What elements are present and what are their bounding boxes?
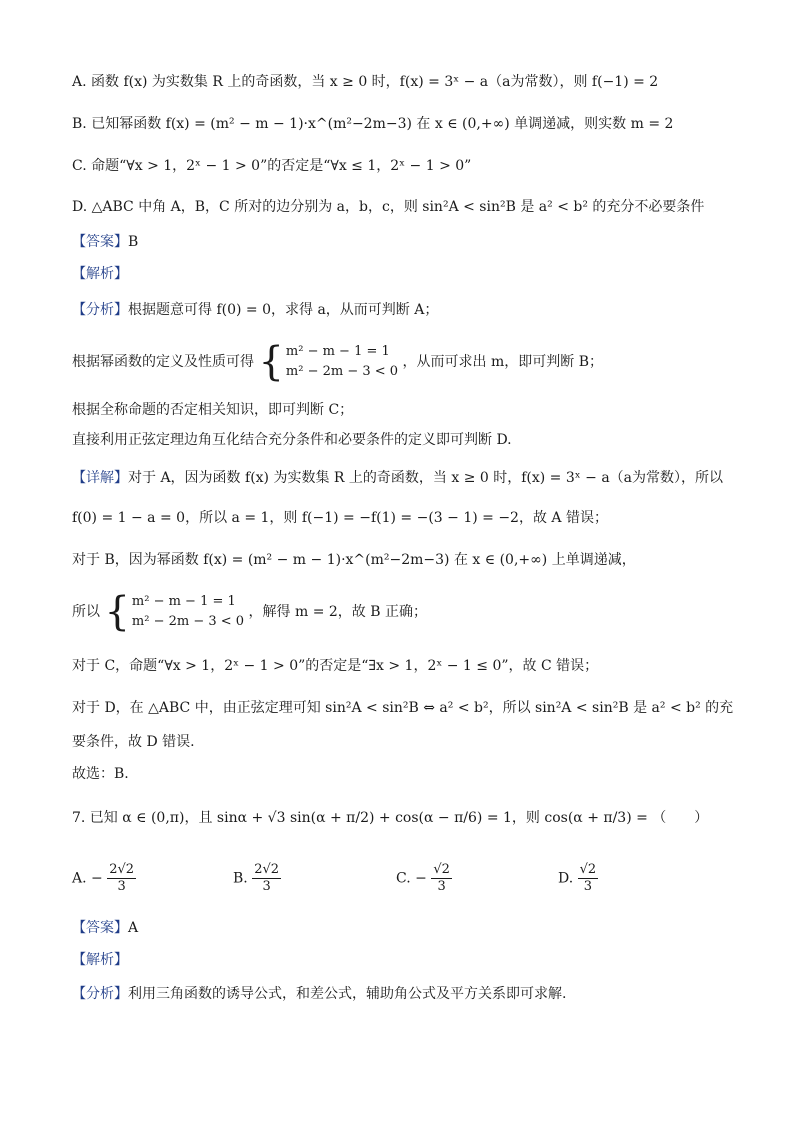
fenxi-2-post: ，从而可求出 m，即可判断 B； (402, 354, 603, 370)
fraction-denominator: 3 (437, 879, 446, 894)
q7-option-b (233, 862, 281, 895)
fenxi-2-pre: 根据幂函数的定义及性质可得 (72, 354, 254, 370)
q6-fenxi-line-3: 根据全称命题的否定相关知识，即可判断 C； (72, 402, 354, 418)
q6-xiangjie-line-7: 要条件，故 D 错误. (72, 734, 195, 750)
q6-answer-line (72, 232, 722, 252)
option-fraction (578, 862, 599, 895)
jiexi-tag: 【解析】 (72, 266, 128, 282)
fraction-numerator: 2√2 (109, 862, 135, 877)
answer-tag: 【答案】 (72, 920, 128, 936)
fenxi-tag: 【分析】 (72, 302, 128, 318)
brace-symbol: { (258, 339, 284, 385)
system-row-1: m² − m − 1 = 1 (131, 594, 236, 609)
q6-conclusion: 故选：B. (72, 766, 129, 782)
xiangjie-tag: 【详解】 (72, 470, 128, 486)
fraction-denominator: 3 (583, 879, 593, 894)
fenxi-text-1: 根据题意可得 f(0) = 0，求得 a，从而可判断 A； (128, 302, 439, 318)
jiexi-tag: 【解析】 (72, 952, 128, 968)
q6-option-c: C. 命题“∀x > 1，2ˣ − 1 > 0”的否定是“∀x ≤ 1，2ˣ − 1 > 0” (72, 158, 472, 174)
option-label: C. (396, 870, 411, 887)
q7-answer-line (72, 918, 722, 938)
q7-option-c (396, 862, 452, 895)
system-row-2: m² − 2m − 3 < 0 (131, 614, 245, 629)
q6-option-d: D. △ABC 中角 A，B，C 所对的边分别为 a，b，c，则 sin²A < sin²B 是 a² < b² 的充分不必要条件 (72, 199, 705, 215)
q6-xiangjie-line-5: 对于 C，命题“∀x > 1，2ˣ − 1 > 0”的否定是“∃x > 1，2ˣ − 1 ≤ 0”，故 C 错误； (72, 658, 599, 674)
q6-xiangjie-line-2: f(0) = 1 − a = 0，所以 a = 1，则 f(−1) = −f(1) = −(3 − 1) = −2，故 A 错误； (72, 510, 608, 526)
fraction-numerator: 2√2 (254, 862, 280, 877)
q6-xiangjie-line-3: 对于 B，因为幂函数 f(x) = (m² − m − 1)·x^(m²−2m−3) 在 x ∈ (0,+∞) 上单调递减， (72, 552, 636, 568)
system-row-2: m² − 2m − 3 < 0 (285, 364, 399, 379)
q7-fenxi-line (72, 984, 722, 1004)
answer-value: A (128, 920, 139, 936)
q7-option-d (558, 862, 598, 895)
xiangjie-text-1: 对于 A，因为函数 f(x) 为实数集 R 上的奇函数，当 x ≥ 0 时，f(x) = 3ˣ − a（a为常数），所以 (128, 470, 724, 486)
equation-system (104, 589, 245, 635)
option-sign: − (415, 870, 427, 887)
q6-xiangjie-line-4 (72, 590, 722, 634)
option-label: B. (233, 870, 248, 887)
q7-stem: 7. 已知 α ∈ (0,π)，且 sinα + √3 sin(α + π/2) + cos(α − π/6) = 1，则 cos(α + π/3) = （ ） (72, 810, 709, 826)
q7-jiexi-tag (72, 950, 722, 970)
fenxi-text: 利用三角函数的诱导公式，和差公式，辅助角公式及平方关系即可求解. (128, 986, 567, 1002)
system-row-1: m² − m − 1 = 1 (285, 344, 390, 359)
fraction-numerator: √2 (579, 862, 597, 877)
q6-option-b: B. 已知幂函数 f(x) = (m² − m − 1)·x^(m²−2m−3) 在 x ∈ (0,+∞) 单调递减，则实数 m = 2 (72, 116, 674, 132)
xj-4-pre: 所以 (72, 604, 100, 620)
option-label: A. (72, 870, 87, 887)
q6-xiangjie-line-6: 对于 D，在 △ABC 中，由正弦定理可知 sin²A < sin²B ⇔ a² < b²，所以 sin²A < sin²B 是 a² < b² 的充 (72, 700, 734, 716)
option-fraction (431, 862, 452, 895)
answer-tag: 【答案】 (72, 234, 128, 250)
option-label: D. (558, 870, 574, 887)
answer-value: B (128, 234, 139, 250)
xj-4-post: ，解得 m = 2，故 B 正确； (248, 604, 427, 620)
fenxi-tag: 【分析】 (72, 986, 128, 1002)
brace-symbol: { (104, 589, 130, 635)
fraction-denominator: 3 (117, 879, 126, 894)
q6-fenxi-line-4: 直接利用正弦定理边角互化结合充分条件和必要条件的定义即可判断 D. (72, 432, 512, 448)
equation-system (258, 339, 399, 385)
q6-xiangjie-line-1 (72, 468, 722, 488)
q7-option-a (72, 862, 136, 895)
q6-option-a: A. 函数 f(x) 为实数集 R 上的奇函数，当 x ≥ 0 时，f(x) = 3ˣ − a（a为常数），则 f(−1) = 2 (72, 74, 659, 90)
q6-jiexi-tag (72, 264, 722, 284)
option-fraction (107, 862, 136, 895)
q6-fenxi-line-2 (72, 340, 722, 384)
q6-fenxi-line-1 (72, 300, 722, 320)
option-sign: − (91, 870, 103, 887)
fraction-denominator: 3 (262, 879, 271, 894)
fraction-numerator: √2 (433, 862, 450, 877)
option-fraction (252, 862, 281, 895)
